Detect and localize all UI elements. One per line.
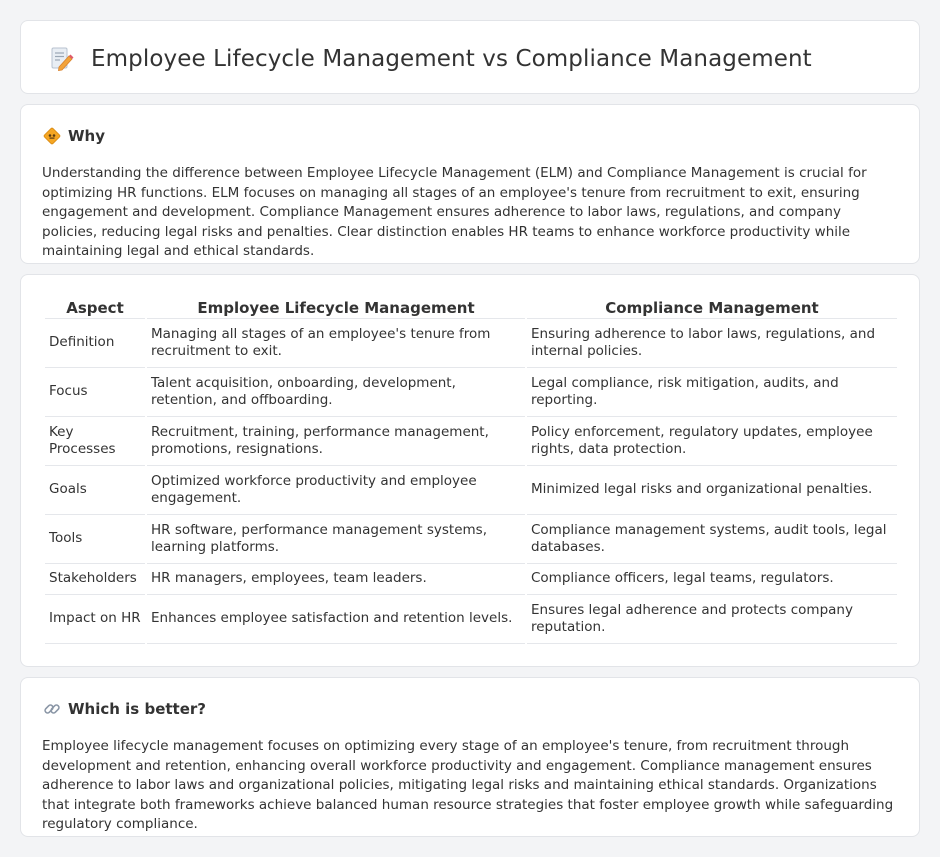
table-row	[45, 564, 897, 595]
aspect-cell: Impact on HR	[45, 595, 145, 644]
comparison-section	[20, 274, 920, 667]
elm-cell: Recruitment, training, performance management, promotions, resignations.	[147, 417, 525, 466]
link-icon	[43, 700, 61, 718]
cm-cell: Minimized legal risks and organizational penalties.	[527, 466, 897, 515]
aspect-cell: Key Processes	[45, 417, 145, 466]
header-elm: Employee Lifecycle Management	[147, 297, 525, 319]
cm-cell: Compliance management systems, audit tools, legal databases.	[527, 515, 897, 564]
elm-cell: Enhances employee satisfaction and retention levels.	[147, 595, 525, 644]
elm-cell: Talent acquisition, onboarding, development, retention, and offboarding.	[147, 368, 525, 417]
why-body: Understanding the difference between Employee Lifecycle Management (ELM) and Compliance Management is crucial for optimizing HR functions. ELM focuses on managing all stages of an employee's tenure from recruitment to exit, ensuring engagement and development. Compliance Management ensures adherence to labor laws, regulations, and company policies, reducing legal risks and penalties. Clear distinction enables HR teams to enhance workforce productivity while maintaining legal and ethical standards.	[42, 165, 867, 259]
elm-cell: HR software, performance management systems, learning platforms.	[147, 515, 525, 564]
elm-cell: HR managers, employees, team leaders.	[147, 564, 525, 595]
page-title: Employee Lifecycle Management vs Compliance Management	[91, 46, 812, 72]
table-row	[45, 515, 897, 564]
table-row	[45, 319, 897, 368]
header-card	[20, 20, 920, 94]
cm-cell: Compliance officers, legal teams, regulators.	[527, 564, 897, 595]
aspect-cell: Stakeholders	[45, 564, 145, 595]
aspect-cell: Tools	[45, 515, 145, 564]
cm-cell: Ensuring adherence to labor laws, regulations, and internal policies.	[527, 319, 897, 368]
document-pen-icon	[45, 43, 77, 75]
table-header-row	[45, 297, 897, 319]
diamond-sign-icon	[43, 127, 61, 145]
aspect-cell: Goals	[45, 466, 145, 515]
better-body: Employee lifecycle management focuses on optimizing every stage of an employee's tenure, from recruitment through development and retention, enhancing overall workforce productivity and engagement. Compliance management ensures adherence to labor laws and organizational policies, mitigating legal risks and maintaining ethical standards. Organizations that integrate both frameworks achieve balanced human resource strategies that foster employee growth while safeguarding regulatory compliance.	[42, 738, 894, 832]
better-title: Which is better?	[68, 700, 206, 718]
better-heading	[43, 700, 206, 718]
aspect-cell: Definition	[45, 319, 145, 368]
title-row	[45, 43, 812, 75]
cm-cell: Ensures legal adherence and protects company reputation.	[527, 595, 897, 644]
comparison-table	[43, 297, 899, 644]
cm-cell: Policy enforcement, regulatory updates, employee rights, data protection.	[527, 417, 897, 466]
aspect-cell: Focus	[45, 368, 145, 417]
table-row	[45, 595, 897, 644]
why-section	[20, 104, 920, 264]
cm-cell: Legal compliance, risk mitigation, audits, and reporting.	[527, 368, 897, 417]
why-title: Why	[68, 127, 106, 145]
elm-cell: Managing all stages of an employee's tenure from recruitment to exit.	[147, 319, 525, 368]
table-row	[45, 466, 897, 515]
header-cm: Compliance Management	[527, 297, 897, 319]
why-heading	[43, 127, 105, 145]
header-aspect: Aspect	[45, 297, 145, 319]
which-better-section	[20, 677, 920, 837]
table-row	[45, 417, 897, 466]
table-row	[45, 368, 897, 417]
elm-cell: Optimized workforce productivity and employee engagement.	[147, 466, 525, 515]
